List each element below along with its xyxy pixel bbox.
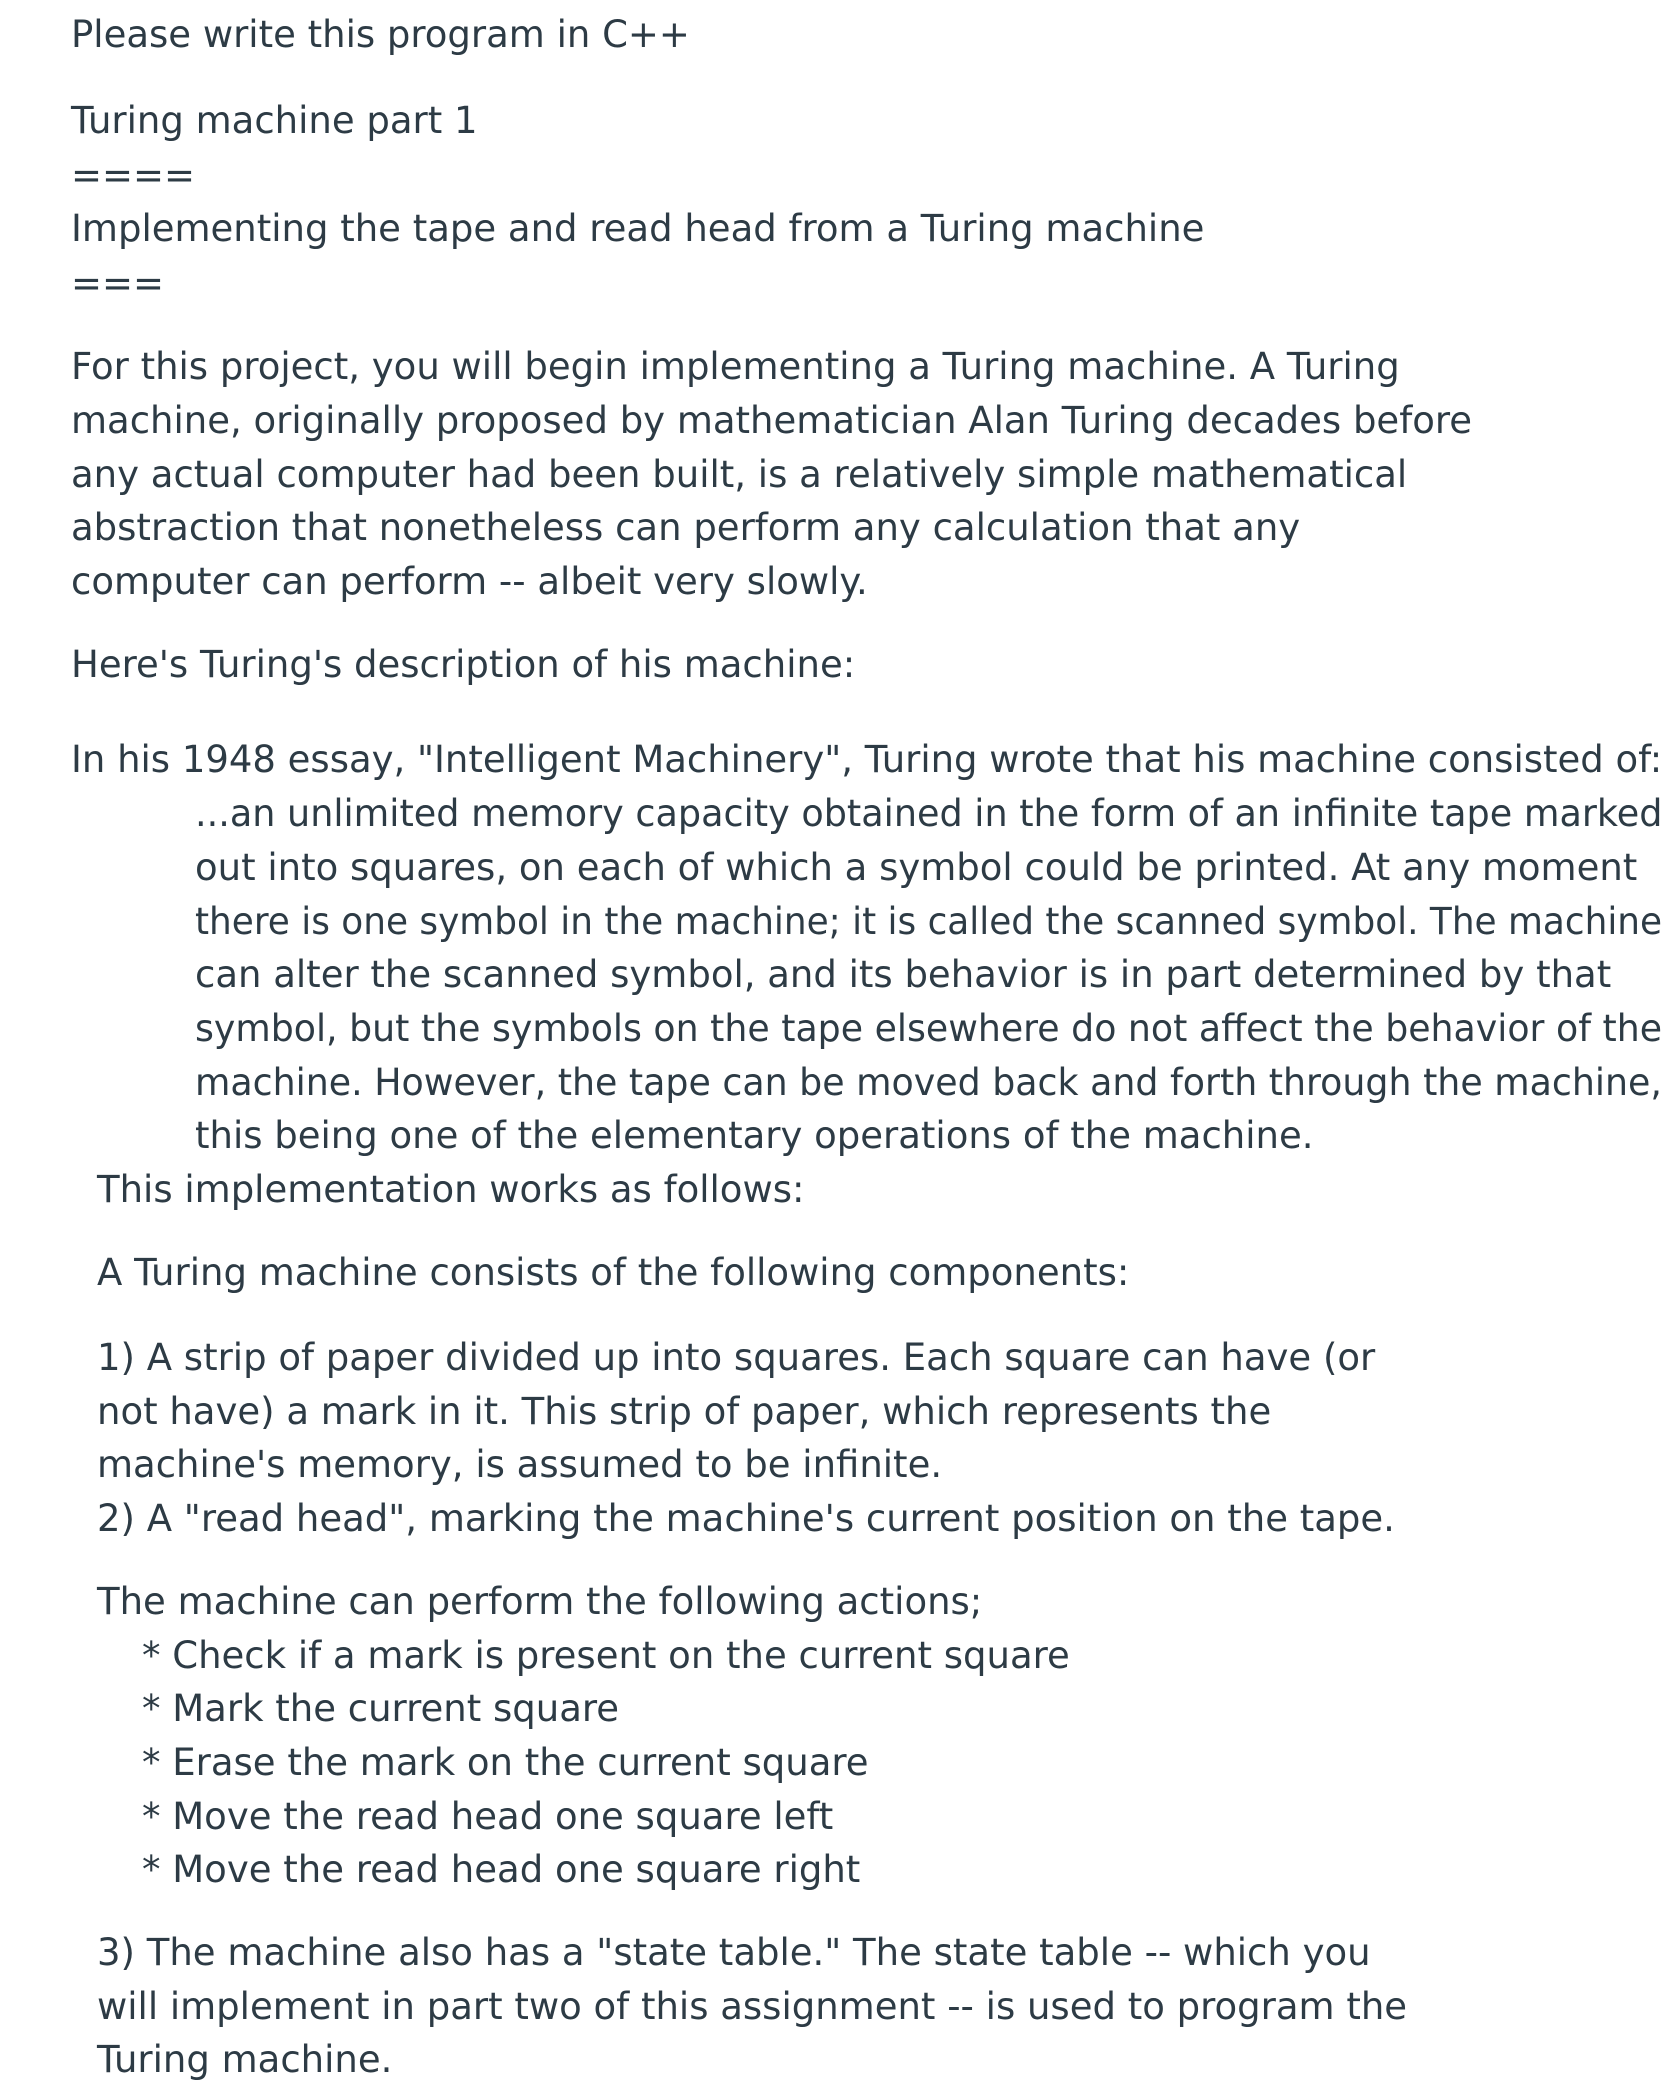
component-2: 2) A "read head", marking the machine's current position on the tape. [97,1497,1395,1540]
subtitle: Implementing the tape and read head from a Turing machine [71,207,1205,250]
component-1-line: 1) A strip of paper divided up into squares. Each square can have (or [97,1336,1376,1379]
intro-line: any actual computer had been built, is a relatively simple mathematical [71,453,1408,496]
implementation-label: This implementation works as follows: [97,1168,805,1211]
components-label: A Turing machine consists of the following components: [97,1251,1130,1294]
list-item: * Mark the current square [142,1687,620,1730]
request-line: Please write this program in C++ [71,13,690,56]
title-rule-top: ==== [71,154,196,197]
list-item: * Erase the mark on the current square [142,1741,869,1784]
list-item: * Check if a mark is present on the current square [142,1634,1070,1677]
quote-line: machine. However, the tape can be moved back and forth through the machine, [195,1061,1662,1104]
component-1-line: not have) a mark in it. This strip of paper, which represents the [97,1390,1272,1433]
quote-line: this being one of the elementary operations of the machine. [195,1114,1314,1157]
actions-label: The machine can perform the following actions; [97,1580,983,1623]
component-3-line: 3) The machine also has a "state table." The state table -- which you [97,1931,1371,1974]
essay-intro: In his 1948 essay, "Intelligent Machinery", Turing wrote that his machine consisted of: [71,738,1663,781]
component-1-line: machine's memory, is assumed to be infinite. [97,1443,943,1486]
quote-line: can alter the scanned symbol, and its behavior is in part determined by that [195,953,1612,996]
title-rule-bottom: === [71,262,165,305]
component-3-line: Turing machine. [97,2038,393,2081]
intro-line: machine, originally proposed by mathematician Alan Turing decades before [71,399,1473,442]
intro-line: computer can perform -- albeit very slowly. [71,560,868,603]
list-item: * Move the read head one square left [142,1795,834,1838]
component-3-line: will implement in part two of this assignment -- is used to program the [97,1985,1408,2028]
page-title: Turing machine part 1 [71,99,478,142]
intro-line: For this project, you will begin implementing a Turing machine. A Turing [71,345,1400,388]
quote-line: ...an unlimited memory capacity obtained in the form of an infinite tape marked [195,792,1663,835]
quote-line: symbol, but the symbols on the tape elsewhere do not affect the behavior of the [195,1007,1663,1050]
quote-line: out into squares, on each of which a symbol could be printed. At any moment [195,846,1638,889]
intro-line: abstraction that nonetheless can perform any calculation that any [71,506,1301,549]
description-label: Here's Turing's description of his machine: [71,643,856,686]
list-item: * Move the read head one square right [142,1848,861,1891]
quote-line: there is one symbol in the machine; it is called the scanned symbol. The machine [195,900,1663,943]
